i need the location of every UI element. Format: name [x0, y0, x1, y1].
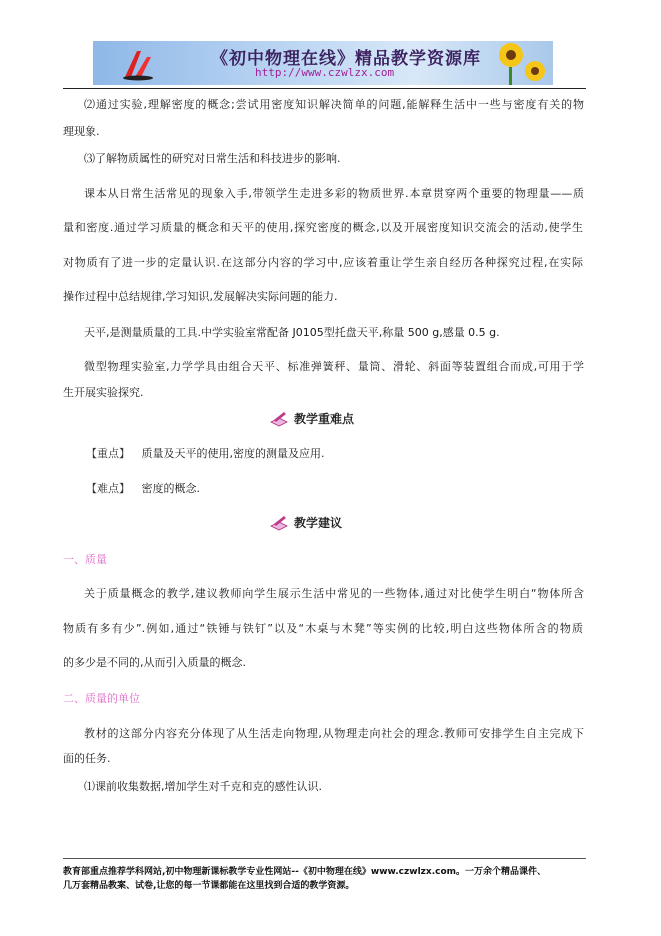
- header-divider: [63, 88, 586, 89]
- sunflower-icon: [489, 41, 549, 85]
- focus-line: [86, 447, 325, 461]
- section-heading-text: 教学重难点: [294, 412, 355, 426]
- paragraph-line: 课本从日常生活常见的现象入手,带领学生走进多彩的物质世界.本章贯穿两个重要的物理量——质: [84, 187, 584, 200]
- paragraph-line: ⑵通过实验,理解密度的概念;尝试用密度知识解决简单的问题,能解释生活中一些与密度有关的物: [84, 98, 584, 111]
- paragraph-line: 对物质有了进一步的定量认识.在这部分内容的学习中,应该着重让学生亲自经历各种探究过程,在实际: [63, 256, 583, 269]
- subsection-title: 一、质量: [63, 553, 107, 566]
- paragraph-line: 的多少是不同的,从而引入质量的概念.: [63, 656, 246, 669]
- pencil-book-icon: [270, 411, 288, 427]
- paragraph-line: 生开展实验探究.: [63, 386, 144, 399]
- paragraph-line: ⑶了解物质属性的研究对日常生活和科技进步的影响.: [84, 152, 341, 165]
- paragraph-line: 面的任务.: [63, 752, 111, 765]
- paragraph-line: 物质有多有少”.例如,通过“铁锤与铁钉”以及“木桌与木凳”等实例的比较,明白这些物体所含的物质: [63, 622, 583, 635]
- footer-line: 几万套精品教案、试卷,让您的每一节课都能在这里找到合适的教学资源。: [63, 881, 355, 891]
- paragraph-line: 操作过程中总结规律,学习知识,发展解决实际问题的能力.: [63, 290, 338, 303]
- paragraph-line: 微型物理实验室,力学学具由组合天平、标准弹簧秤、量筒、滑轮、斜面等装置组合而成,可用于学: [84, 360, 584, 373]
- paragraph-line: 天平,是测量质量的工具.中学实验室常配备 J0105型托盘天平,称量 500 g,感量 0.5 g.: [84, 326, 500, 339]
- header-banner: [93, 41, 553, 85]
- difficulty-text: 密度的概念.: [141, 482, 200, 495]
- paragraph-line: ⑴课前收集数据,增加学生对千克和克的感性认识.: [84, 780, 322, 793]
- focus-tag: 【重点】: [86, 447, 130, 460]
- difficulty-line: [86, 482, 200, 496]
- footer-divider: [63, 858, 586, 859]
- section-heading-key-points: [270, 410, 354, 427]
- paragraph-line: 理现象.: [63, 125, 100, 138]
- footer-line: 教育部重点推荐学科网站,初中物理新课标教学专业性网站--《初中物理在线》www.czwlzx.com。一万余个精品课件、: [63, 867, 547, 877]
- banner-url: http://www.czwlzx.com: [255, 66, 395, 79]
- paragraph-line: 关于质量概念的教学,建议教师向学生展示生活中常见的一些物体,通过对比使学生明白“物体所含: [84, 587, 584, 600]
- difficulty-tag: 【难点】: [86, 482, 130, 495]
- paragraph-line: 教材的这部分内容充分体现了从生活走向物理,从物理走向社会的理念.教师可安排学生自主完成下: [84, 727, 584, 740]
- section-heading-suggestions: [270, 514, 342, 531]
- subsection-title: 二、质量的单位: [63, 692, 140, 705]
- section-heading-text: 教学建议: [294, 516, 343, 530]
- focus-text: 质量及天平的使用,密度的测量及应用.: [141, 447, 325, 460]
- banner-title: 《初中物理在线》精品教学资源库: [211, 49, 481, 69]
- logo-icon: [121, 47, 155, 81]
- pencil-book-icon: [270, 515, 288, 531]
- paragraph-line: 量和密度.通过学习质量的概念和天平的使用,探究密度的概念,以及开展密度知识交流会的活动,使学生: [63, 221, 583, 234]
